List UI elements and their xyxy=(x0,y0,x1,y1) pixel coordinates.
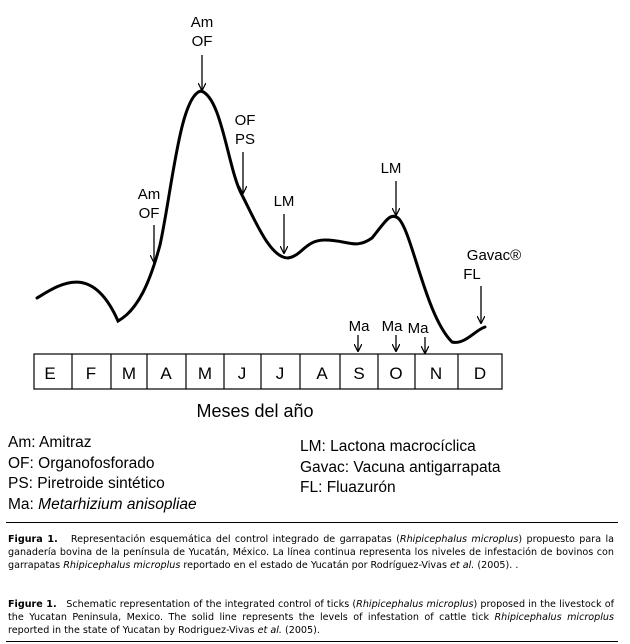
caption-etal: et al. xyxy=(257,625,282,636)
infestation-curve xyxy=(37,91,485,342)
caption-species: Rhipicephalus microplus xyxy=(494,612,614,623)
legend-abbr: FL: xyxy=(300,479,323,496)
legend-abbr: LM: xyxy=(300,438,326,455)
month-label: N xyxy=(429,364,443,383)
month-label: S xyxy=(353,364,365,383)
caption-text: (2005). . xyxy=(474,560,519,571)
caption-text: Representación esquemática del control integrado de garrapatas ( xyxy=(70,534,400,545)
treatment-label: Am xyxy=(137,186,161,203)
figure-caption-en xyxy=(8,598,614,637)
caption-species: Rhipicephalus microplus xyxy=(63,560,181,571)
legend-name: Lactona macrocíclica xyxy=(330,438,476,455)
figure-caption-es xyxy=(8,533,614,572)
legend-name: Vacuna antigarrapata xyxy=(353,458,501,476)
divider xyxy=(6,641,618,642)
legend-abbr: Ma: xyxy=(8,495,34,513)
caption-label: Figure 1. xyxy=(8,599,57,610)
treatment-label: LM xyxy=(273,193,295,210)
legend-name: Piretroide sintético xyxy=(37,475,165,492)
legend-item xyxy=(300,458,501,479)
treatment-label: Ma xyxy=(381,318,403,335)
treatment-label: LM xyxy=(380,160,402,177)
legend-left xyxy=(8,433,197,515)
month-label: J xyxy=(275,364,285,383)
caption-text: (2005). xyxy=(281,625,320,636)
month-label: O xyxy=(389,364,403,383)
legend-abbr: Am: xyxy=(8,434,36,451)
caption-text: ) propuesto para la ganadería bovina de la península de Yucatán, México. La línea continua representa los niveles de infestación de bovinos con garrapatas xyxy=(8,534,615,571)
caption-text: ) proposed in the livestock of the Yucatan Peninsula, Mexico. The solid line represents the levels of infestation of cattle tick xyxy=(8,599,615,623)
month-label: A xyxy=(316,364,328,383)
legend-abbr: OF: xyxy=(8,454,34,472)
month-label: E xyxy=(44,364,56,383)
caption-species: Rhipicephalus microplus xyxy=(399,534,519,545)
legend-item xyxy=(8,433,197,454)
caption-text: reported in the state of Yucatan by Rodriguez-Vivas xyxy=(8,625,258,636)
legend-item xyxy=(300,478,501,499)
divider xyxy=(6,522,618,523)
month-label: J xyxy=(237,364,247,383)
legend-name: Organofosforado xyxy=(38,454,155,472)
legend-abbr: Gavac: xyxy=(300,458,350,476)
caption-species: Rhipicephalus microplus xyxy=(356,599,474,610)
legend-abbr: PS: xyxy=(8,475,33,492)
treatment-label: FL xyxy=(463,266,481,283)
legend-item xyxy=(8,454,197,475)
month-label: A xyxy=(160,364,172,383)
legend-name: Metarhizium anisopliae xyxy=(38,495,197,513)
caption-text: reportado en el estado de Yucatán por Rodríguez-Vivas xyxy=(180,560,450,571)
treatment-label: Gavac® xyxy=(466,247,522,264)
legend-item xyxy=(300,437,501,458)
month-label: F xyxy=(85,364,97,383)
legend-right xyxy=(300,437,501,499)
legend-item xyxy=(8,495,197,516)
legend-name: Fluazurón xyxy=(326,479,396,496)
x-axis-title: Meses del año xyxy=(196,401,314,421)
treatment-label: OF xyxy=(234,112,256,129)
treatment-label: Am xyxy=(190,14,214,31)
treatment-label: OF xyxy=(191,33,213,50)
month-label: D xyxy=(473,364,487,383)
treatment-label: OF xyxy=(138,205,160,222)
treatment-label: PS xyxy=(234,131,256,148)
treatment-label: Ma xyxy=(407,320,429,337)
month-label: M xyxy=(197,364,213,383)
caption-text: Schematic representation of the integrated control of ticks ( xyxy=(66,599,357,610)
legend-item xyxy=(8,474,197,495)
legend-name: Amitraz xyxy=(39,434,92,451)
caption-label: Figura 1. xyxy=(8,534,58,545)
caption-etal: et al. xyxy=(450,560,475,571)
treatment-label: Ma xyxy=(348,318,370,335)
month-label: M xyxy=(121,364,137,383)
